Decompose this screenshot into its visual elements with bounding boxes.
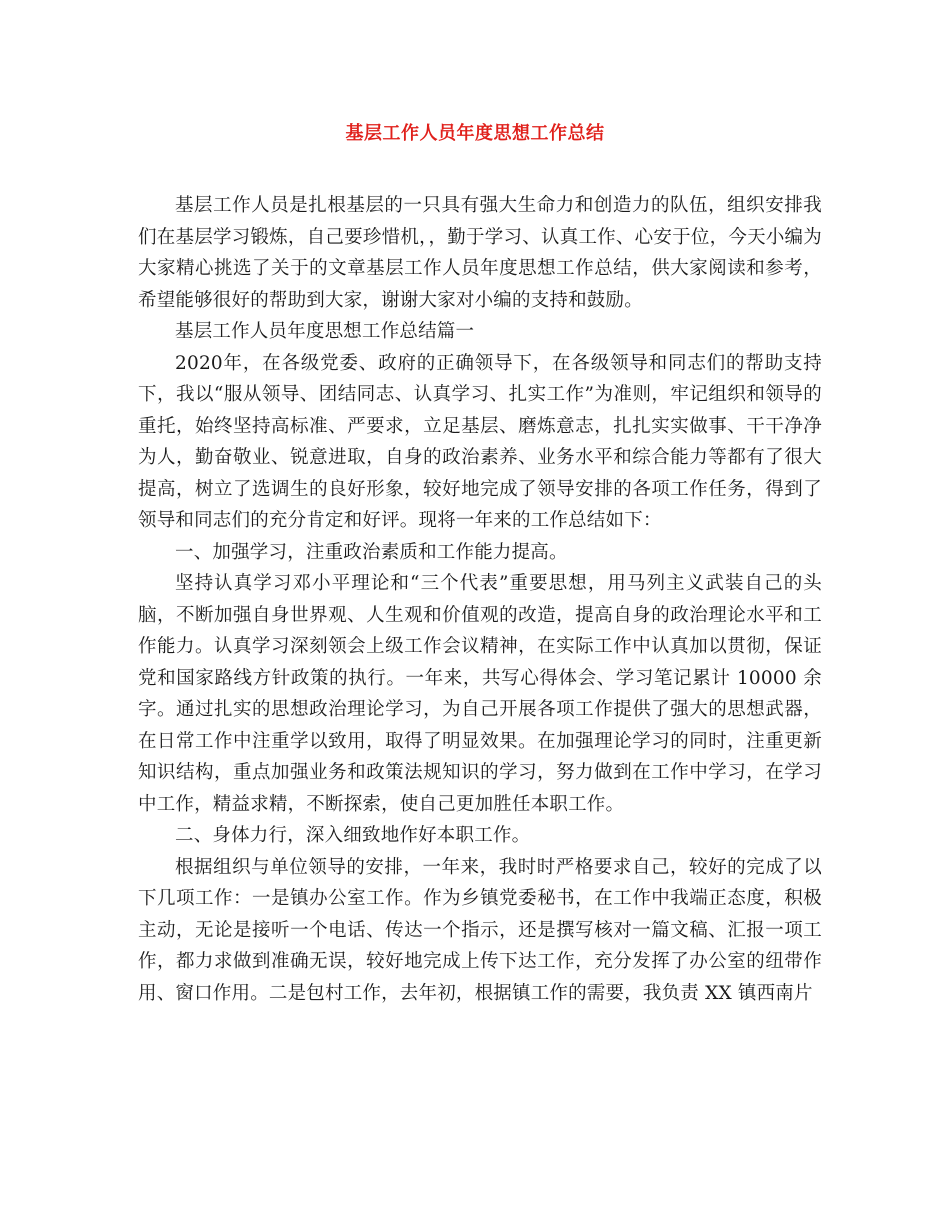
section-heading-work: 二、身体力行，深入细致地作好本职工作。 <box>175 825 531 846</box>
work-paragraph: 根据组织与单位领导的安排，一年来，我时时严格要求自己，较好的完成了以下几项工作：一是镇办公室工作。作为乡镇党委秘书，在工作中我端正态度，积极主动，无论是接听一个电话、传达一个指示，还是撰写核对一篇文稿、汇报一项工作，都力求做到准确无误，较好地完成上传下达工作，充分发挥了办公室的纽带作用、窗口作用。二是包村工作，去年初，根据镇工作的需要，我负责 XX 镇西南片 <box>138 856 822 1004</box>
document-body <box>138 190 822 1009</box>
document-title: 基层工作人员年度思想工作总结 <box>345 123 605 144</box>
section-heading-study: 一、加强学习，注重政治素质和工作能力提高。 <box>175 541 568 563</box>
intro-paragraph: 基层工作人员是扎根基层的一只具有强大生命力和创造力的队伍，组织安排我们在基层学习锻炼，自己要珍惜机，，勤于学习、认真工作、心安于位，今天小编为大家精心挑选了关于的文章基层工作人员年度思想工作总结，供大家阅读和参考，希望能够很好的帮助到大家，谢谢大家对小编的支持和鼓励。 <box>138 195 822 311</box>
section-heading-part-one: 基层工作人员年度思想工作总结篇一 <box>175 321 475 342</box>
study-paragraph: 坚持认真学习邓小平理论和“三个代表”重要思想，用马列主义武装自己的头脑，不断加强自身世界观、人生观和价值观的改造，提高自身的政治理论水平和工作能力。认真学习深刻领会上级工作会议精神，在实际工作中认真加以贯彻，保证党和国家路线方针政策的执行。一年来，共写心得体会、学习笔记累计 10000 余字。通过扎实的思想政治理论学习，为自己开展各项工作提供了强大的思想武器，在日常工作中注重学以致用，取得了明显效果。在加强理论学习的同时，注重更新知识结构，重点加强业务和政策法规知识的学习，努力做到在工作中学习，在学习中工作，精益求精，不断探索，使自己更加胜任本职工作。 <box>138 573 822 815</box>
summary-paragraph: 2020年，在各级党委、政府的正确领导下，在各级领导和同志们的帮助支持下，我以“服从领导、团结同志、认真学习、扎实工作”为准则，牢记组织和领导的重托，始终坚持高标准、严要求，立足基层、磨炼意志，扎扎实实做事、干干净净为人，勤奋敬业、锐意进取，自身的政治素养、业务水平和综合能力等都有了很大提高，树立了选调生的良好形象，较好地完成了领导安排的各项工作任务，得到了领导和同志们的充分肯定和好评。现将一年来的工作总结如下： <box>138 352 822 531</box>
